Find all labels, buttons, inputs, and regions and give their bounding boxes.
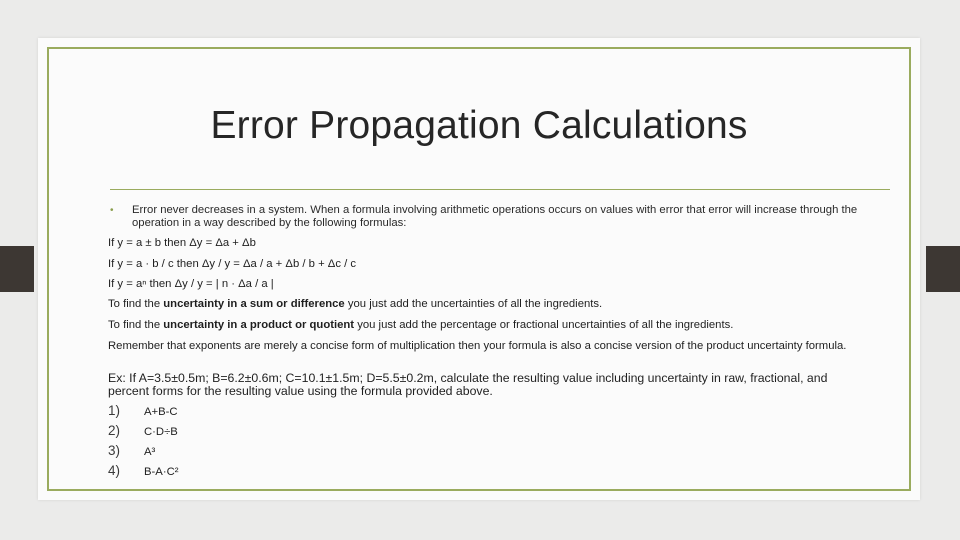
- slide-title: Error Propagation Calculations: [210, 104, 748, 147]
- sum-rule-prefix: To find the: [108, 298, 164, 310]
- problem-number: 3): [108, 443, 121, 458]
- problem-expression: B-A·C²: [144, 466, 179, 478]
- formula-sum: If y = a ± b then Δy = Δa + Δb: [108, 237, 256, 249]
- product-rule-suffix: you just add the percentage or fractional uncertainties of all the ingredients.: [354, 319, 734, 331]
- problem-number: 2): [108, 423, 121, 438]
- sum-rule: [108, 298, 602, 311]
- bullet-text: Error never decreases in a system. When a formula involving arithmetic operations occurs on values with error that error will increase through the operation in a way described by the following formulas:: [132, 204, 858, 229]
- bullet-icon: •: [110, 205, 114, 216]
- product-rule-prefix: To find the: [108, 319, 164, 331]
- sum-rule-suffix: you just add the uncertainties of all the ingredients.: [344, 298, 603, 310]
- problem-expression: A+B-C: [144, 406, 178, 418]
- problem-expression: C·D÷B: [144, 426, 178, 438]
- left-edge-tab: [0, 246, 34, 292]
- remember-note: Remember that exponents are merely a concise form of multiplication then your formula is also a concise version of the product uncertainty formula.: [108, 340, 847, 352]
- right-edge-tab: [926, 246, 960, 292]
- product-rule: [108, 319, 733, 332]
- problem-number: 4): [108, 463, 121, 478]
- example-text: Ex: If A=3.5±0.5m; B=6.2±0.6m; C=10.1±1.5m; D=5.5±0.2m, calculate the resulting value including uncertainty in raw, fractional, and percent forms for the resulting value using the formula provided above.: [108, 371, 828, 398]
- formula-product: If y = a · b / c then Δy / y = Δa / a + Δb / b + Δc / c: [108, 258, 357, 270]
- problem-expression: A³: [144, 446, 156, 458]
- problem-number: 1): [108, 403, 121, 418]
- formula-power: If y = aⁿ then Δy / y = | n · Δa / a |: [108, 278, 274, 290]
- product-rule-bold: uncertainty in a product or quotient: [163, 319, 355, 331]
- title-divider: [110, 189, 890, 190]
- slide-body: [108, 204, 888, 478]
- bullet-item: [110, 204, 888, 230]
- sum-rule-bold: uncertainty in a sum or difference: [163, 298, 345, 310]
- slide: [38, 38, 920, 500]
